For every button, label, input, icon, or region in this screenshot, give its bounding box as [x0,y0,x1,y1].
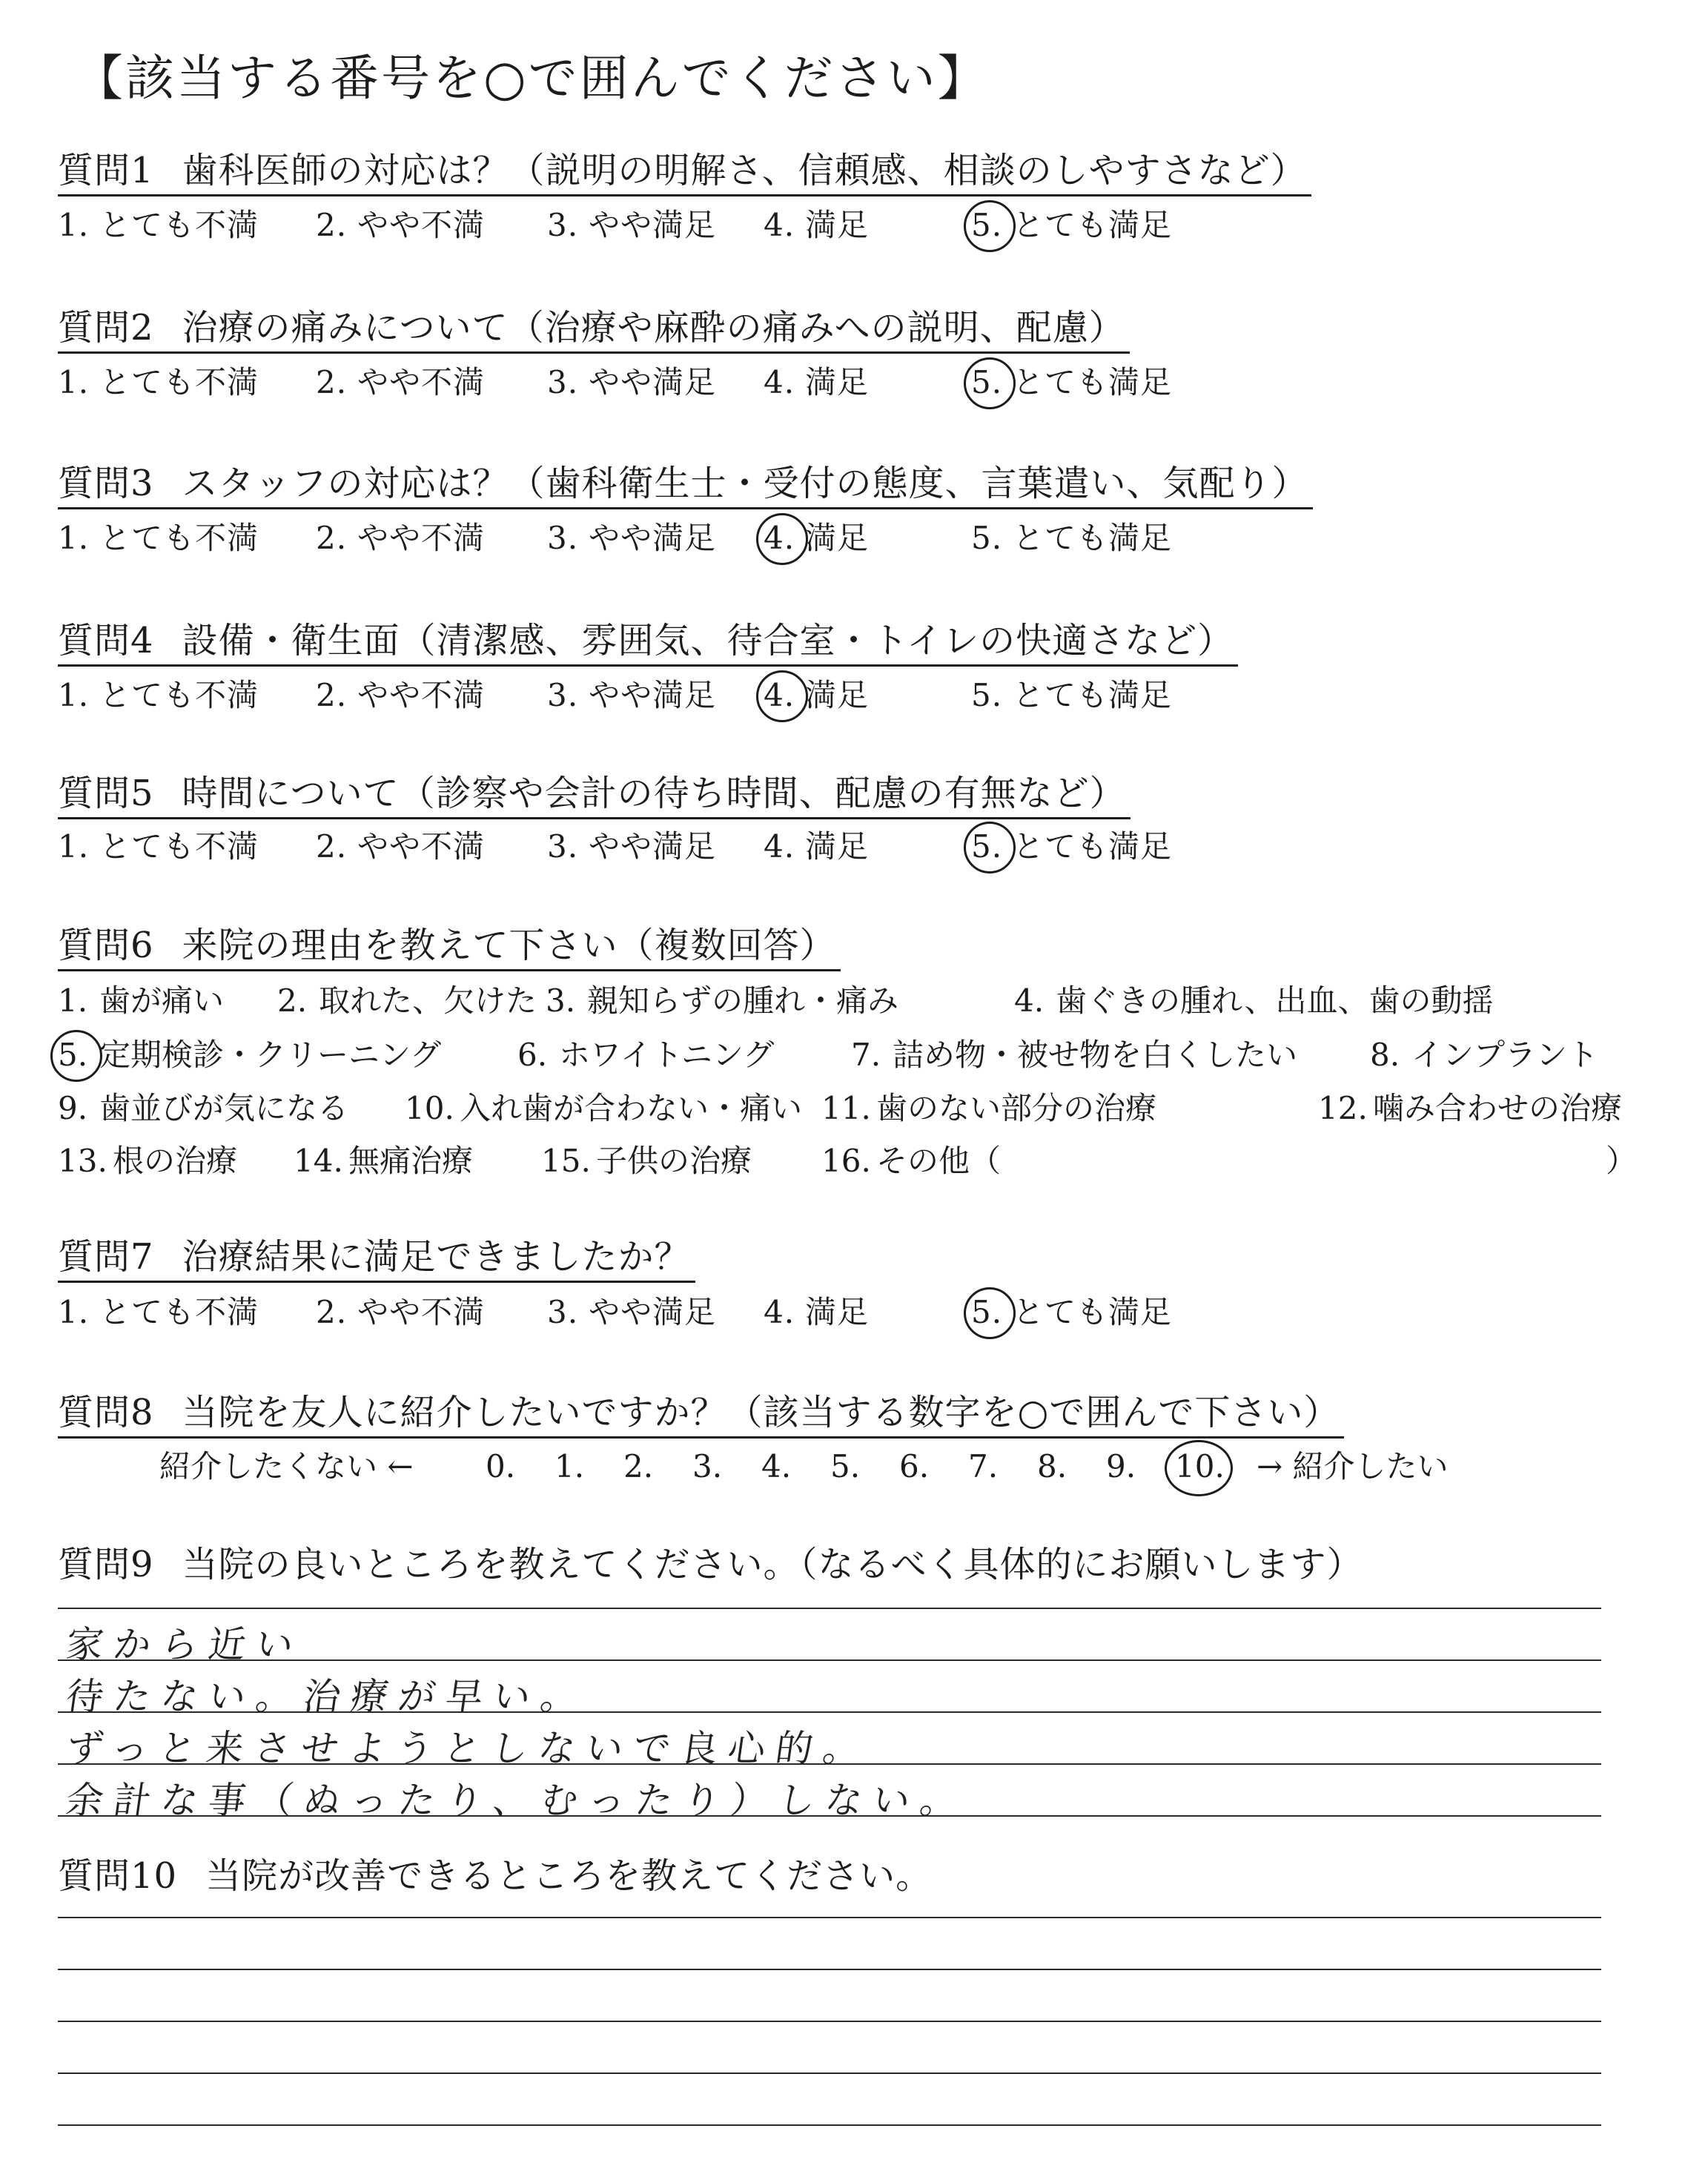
selected-circle-mark [1165,1440,1233,1496]
option-label: やや不満 [357,207,486,243]
rating-option-2[interactable] [316,362,485,403]
option-label: その他（ [876,1143,1002,1179]
q6-option[interactable] [546,980,898,1022]
selected-circle-mark [964,822,1016,873]
form-header: 【該当する番号を○で囲んでください】 [74,50,989,107]
rating-option-4[interactable] [764,1292,869,1333]
option-label: 満足 [805,364,870,400]
answer-line[interactable] [58,1917,1601,1918]
option-number: 4. [764,1294,795,1330]
option-label: インプラント [1411,1037,1599,1073]
rating-option-1[interactable] [58,362,259,403]
option-number: 3. [546,982,576,1019]
rating-option-5[interactable] [971,205,1172,246]
q6-option[interactable] [294,1140,473,1182]
option-label: やや不満 [357,828,486,865]
question-number: 質問7 [58,1236,154,1278]
option-number: 2. [277,982,308,1019]
scale-value[interactable]: 8. [1037,1448,1068,1484]
selected-circle-mark [50,1030,102,1082]
rating-options-2 [58,362,1244,403]
option-number: 4. [764,828,795,865]
question-text: 来院の理由を教えて下さい（複数回答） [182,925,836,966]
q6-option[interactable] [821,1088,1156,1129]
scale-value[interactable]: 4. [761,1448,792,1484]
option-number: 4. [1014,982,1045,1019]
option-number: 1. [58,520,90,556]
option-label: 定期検診・クリーニング [99,1037,442,1073]
rating-option-5[interactable] [971,1292,1172,1333]
option-number: 3. [547,364,579,400]
option-label: 満足 [805,828,870,865]
option-label: とても満足 [1013,364,1173,400]
q6-option[interactable] [1370,1034,1598,1076]
option-number: 3. [547,1294,579,1330]
option-label: やや不満 [357,364,486,400]
rating-option-2[interactable] [316,826,485,868]
handwritten-answer: 待たない。治療が早い。 [63,1675,592,1718]
q6-options-row-1 [58,980,1652,1022]
rating-option-4[interactable] [764,826,869,868]
option-label: やや不満 [357,520,486,556]
option-label: やや満足 [589,207,717,243]
scale-right-label: → 紹介したい [1257,1448,1449,1484]
option-number: 5. [971,205,1013,246]
option-label: やや満足 [589,1294,717,1330]
rating-option-1[interactable] [58,518,259,559]
option-number: 4. [764,518,805,559]
option-number: 1. [58,207,90,243]
question-number: 質問1 [58,150,154,191]
rating-options-4 [58,675,1244,716]
option-label: とても不満 [99,207,259,243]
option-number: 5. [971,1292,1013,1333]
rating-option-1[interactable] [58,205,259,246]
q6-option[interactable] [851,1034,1297,1076]
option-label: 噛み合わせの治療 [1373,1090,1623,1126]
option-label: 歯が痛い [99,982,225,1019]
option-label: やや満足 [589,677,717,713]
q6-options-row-2 [58,1034,1652,1076]
option-label: とても不満 [99,828,259,865]
rating-option-2[interactable] [316,518,485,559]
selected-circle-mark [964,1287,1016,1339]
q6-option[interactable] [58,980,224,1022]
q6-option[interactable] [541,1140,752,1182]
option-label: とても満足 [1013,677,1173,713]
option-number: 3. [547,828,579,865]
answer-line[interactable] [58,2073,1601,2074]
option-label: やや不満 [357,1294,486,1330]
option-number: 6. [517,1037,548,1073]
rating-option-5[interactable] [971,362,1172,403]
question-number: 質問2 [58,307,154,349]
rating-option-1[interactable] [58,826,259,868]
option-label: 歯ぐきの腫れ、出血、歯の動揺 [1056,982,1494,1019]
option-number: 1. [58,677,90,713]
question-text: 設備・衛生面（清潔感、雰囲気、待合室・トイレの快適さなど） [182,620,1234,661]
question-text: 当院の良いところを教えてください。（なるべく具体的にお願いします） [182,1544,1363,1585]
option-number: 1. [58,1294,90,1330]
question-title-4 [58,618,1238,667]
rating-option-3[interactable] [547,1292,716,1333]
option-label: 詰め物・被せ物を白くしたい [893,1037,1298,1073]
q6-option[interactable] [277,980,537,1022]
question-title-5 [58,771,1131,819]
option-number: 16. [821,1143,871,1179]
option-number: 1. [58,982,88,1019]
option-number: 5. [971,677,1003,713]
option-label: とても不満 [99,520,259,556]
option-label: 無痛治療 [348,1143,474,1179]
option-number: 8. [1370,1037,1400,1073]
question-number: 質問6 [58,925,154,966]
rating-option-3[interactable] [547,362,716,403]
question-number: 質問5 [58,773,154,814]
option-label: とても不満 [99,677,259,713]
question-number: 質問10 [58,1855,178,1897]
option-label: やや満足 [589,520,717,556]
option-label: 満足 [805,1294,870,1330]
scale-value[interactable]: 1. [555,1448,585,1484]
scale-left-label: 紹介したくない ← [159,1448,414,1484]
option-label: 満足 [805,207,870,243]
option-number: 1. [58,828,90,865]
rating-option-5[interactable] [971,518,1172,559]
rating-option-5[interactable] [971,826,1172,868]
option-label: やや不満 [357,677,486,713]
option-number: 15. [541,1143,591,1179]
q6-options-row-3 [58,1088,1652,1129]
scale-value[interactable]: 7. [968,1448,999,1484]
option-number: 14. [294,1143,343,1179]
question-text: 治療の痛みについて（治療や麻酔の痛みへの説明、配慮） [182,307,1125,349]
q6-option[interactable] [58,1034,441,1076]
handwritten-answer: ずっと来させようとしないで良心的。 [63,1727,874,1770]
rating-option-4[interactable] [764,362,869,403]
rating-options-3 [58,518,1244,559]
scale-value[interactable]: 9. [1106,1448,1136,1484]
option-label: 根の治療 [113,1143,238,1179]
scale-value[interactable]: 6. [899,1448,930,1484]
q6-option[interactable] [821,1140,1001,1182]
option-number: 7. [851,1037,881,1073]
option-label: ホワイトニング [559,1037,775,1073]
answer-line [58,1608,1601,1609]
selected-circle-mark [756,513,808,565]
q6-option[interactable] [517,1034,774,1076]
question-number: 質問3 [58,463,154,504]
rating-option-3[interactable] [547,826,716,868]
option-label: 取れた、欠けた [319,982,537,1019]
question-title-1 [58,148,1311,196]
option-number: 10. [405,1090,454,1126]
option-number: 5. [971,520,1003,556]
option-label: とても満足 [1013,207,1173,243]
rating-options-7 [58,1292,1244,1333]
rating-option-2[interactable] [316,675,485,716]
rating-option-1[interactable] [58,675,259,716]
scale-value[interactable]: 5. [830,1448,861,1484]
q6-option[interactable] [58,1140,237,1182]
answer-line[interactable] [58,2021,1601,2022]
option-number: 11. [821,1090,871,1126]
question-text: 当院が改善できるところを教えてください。 [205,1855,933,1897]
option-number: 3. [547,207,579,243]
rating-option-1[interactable] [58,1292,259,1333]
option-number: 2. [316,828,348,865]
option-label: やや満足 [589,828,717,865]
option-number: 1. [58,364,90,400]
option-number: 2. [316,207,348,243]
scale-value[interactable]: 3. [692,1448,723,1484]
q6-option[interactable] [1318,1088,1622,1129]
rating-options-1 [58,205,1244,246]
option-number: 9. [58,1090,88,1126]
option-number: 4. [764,207,795,243]
scale-value[interactable]: 0. [486,1448,516,1484]
option-label: 歯並びが気になる [99,1090,349,1126]
option-number: 5. [971,362,1013,403]
question-text: スタッフの対応は？（歯科衛生士・受付の態度、言葉遣い、気配り） [182,463,1308,504]
option-label: 満足 [805,677,870,713]
option-number: 3. [547,520,579,556]
option-label: 満足 [805,520,870,556]
question-title-9 [58,1542,1368,1588]
rating-option-5[interactable] [971,675,1172,716]
question-text: 歯科医師の対応は？（説明の明解さ、信頼感、相談のしやすさなど） [182,150,1307,191]
rating-option-4[interactable] [764,205,869,246]
question-text: 治療結果に満足できましたか？ [182,1236,691,1278]
option-label: とても不満 [99,364,259,400]
selected-circle-mark [964,200,1016,252]
option-number: 12. [1318,1090,1368,1126]
question-text: 当院を友人に紹介したいですか？（該当する数字を○で囲んで下さい） [182,1392,1340,1433]
handwritten-answer: 余計な事（ぬったり、むったり）しない。 [63,1779,971,1822]
option-label: やや満足 [589,364,717,400]
question-text: 時間について（診察や会計の待ち時間、配慮の有無など） [182,773,1126,814]
option-number: 2. [316,520,348,556]
selected-circle-mark [964,357,1016,409]
question-number: 質問9 [58,1544,154,1585]
option-number: 5. [58,1034,99,1076]
handwritten-answer: 家から近い [63,1623,307,1666]
option-label: 親知らずの腫れ・痛み [587,982,899,1019]
option-label: とても満足 [1013,828,1173,865]
question-title-6 [58,923,841,971]
scale-value[interactable]: 10. [1175,1446,1225,1487]
option-number: 2. [316,364,348,400]
question-title-2 [58,305,1130,354]
rating-options-5 [58,826,1244,868]
scale-value[interactable]: 2. [623,1448,654,1484]
question-title-10 [58,1854,936,1900]
rating-option-3[interactable] [547,518,716,559]
rating-option-3[interactable] [547,205,716,246]
option-label: とても不満 [99,1294,259,1330]
q6-option[interactable] [405,1088,802,1129]
q6-option[interactable] [58,1088,348,1129]
question-title-3 [58,461,1313,509]
q6-option[interactable] [1014,980,1494,1022]
rating-option-2[interactable] [316,205,485,246]
question-number: 質問8 [58,1392,154,1433]
question-title-8 [58,1390,1344,1439]
option-label: 歯のない部分の治療 [876,1090,1157,1126]
option-number: 5. [971,826,1013,868]
option-number: 4. [764,675,805,716]
answer-line[interactable] [58,2124,1601,2126]
option-number: 3. [547,677,579,713]
option-number: 13. [58,1143,107,1179]
question-number: 質問4 [58,620,154,661]
option-label: 入れ歯が合わない・痛い [460,1090,803,1126]
rating-option-2[interactable] [316,1292,485,1333]
answer-line[interactable] [58,1969,1601,1970]
q6-option[interactable]: ） [1606,1143,1638,1179]
option-number: 4. [764,364,795,400]
q6-options-row-4 [58,1140,1652,1182]
rating-option-4[interactable] [764,675,869,716]
selected-circle-mark [756,670,808,722]
q8-scale [159,1446,1494,1487]
question-title-7 [58,1235,695,1283]
option-number: 2. [316,1294,348,1330]
rating-option-4[interactable] [764,518,869,559]
rating-option-3[interactable] [547,675,716,716]
option-label: とても満足 [1013,520,1173,556]
option-number: 2. [316,677,348,713]
option-label: とても満足 [1013,1294,1173,1330]
option-label: 子供の治療 [596,1143,752,1179]
